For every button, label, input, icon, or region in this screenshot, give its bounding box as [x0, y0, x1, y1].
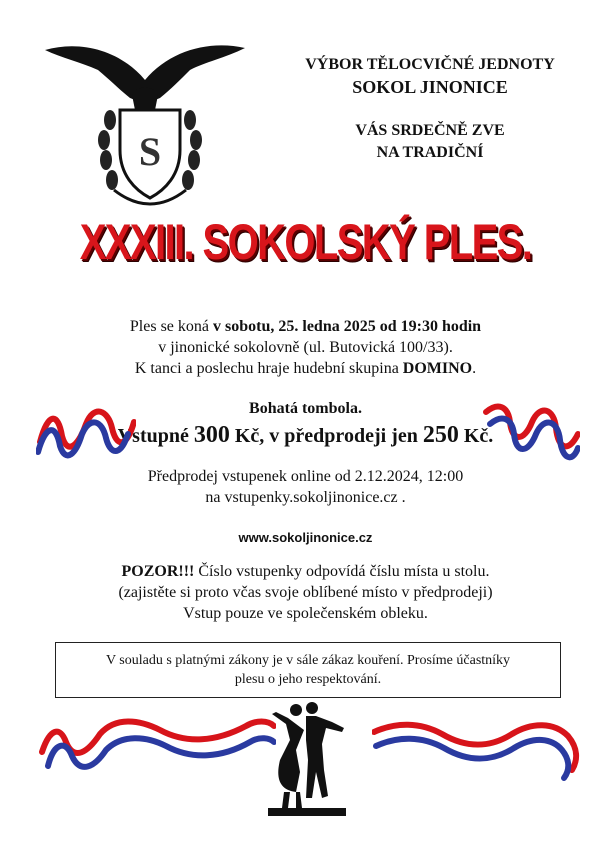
website-link[interactable]: www.sokoljinonice.cz [238, 530, 373, 545]
sokol-eagle-logo [40, 40, 250, 220]
info-line-2: v jinonické sokolovně (ul. Butovická 100/33). [158, 339, 453, 356]
tombola-text: Bohatá tombola. [249, 400, 362, 417]
presale-line-2: na vstupenky.sokoljinonice.cz . [205, 489, 406, 506]
price-text: Vstupné 300 Kč, v předprodeji jen 250 Kč. [117, 422, 494, 448]
ribbon-bottom-left-decoration [36, 712, 276, 782]
dancing-couple-icon [266, 700, 348, 820]
warning-line-2: (zajistěte si proto včas svoje oblíbené místo v předprodeji) [118, 584, 493, 601]
ribbon-right-decoration [480, 398, 580, 468]
presale-line-1: Předprodej vstupenek online od 2.12.2024, 12:00 [147, 468, 464, 485]
ribbon-bottom-right-decoration [372, 712, 582, 782]
event-title: XXXIII. SOKOLSKÝ PLES. [79, 214, 532, 270]
event-info [0, 316, 611, 379]
svg-text:S: S [138, 129, 162, 174]
warning-line-3: Vstup pouze ve společenském obleku. [183, 605, 428, 622]
header-line-4: NA TRADIČNÍ [376, 144, 484, 161]
presale-info [0, 466, 611, 508]
info-line-3: K tanci a poslechu hraje hudební skupina DOMINO. [134, 360, 477, 377]
smoking-notice: V souladu s platnými zákony je v sále zákaz kouření. Prosíme účastníky plesu o jeho respektování. [55, 642, 561, 698]
header-line-1: VÝBOR TĚLOCVIČNÉ JEDNOTY [305, 56, 555, 73]
info-line-1: Ples se koná v sobotu, 25. ledna 2025 od 19:30 hodin [129, 318, 482, 335]
warning-line-1: POZOR!!! Číslo vstupenky odpovídá číslu místa u stolu. [121, 563, 490, 580]
warning-block [0, 561, 611, 624]
header-line-3: VÁS SRDEČNĚ ZVE [355, 122, 505, 139]
header-line-2: SOKOL JINONICE [352, 77, 508, 97]
ribbon-left-decoration [36, 402, 136, 464]
